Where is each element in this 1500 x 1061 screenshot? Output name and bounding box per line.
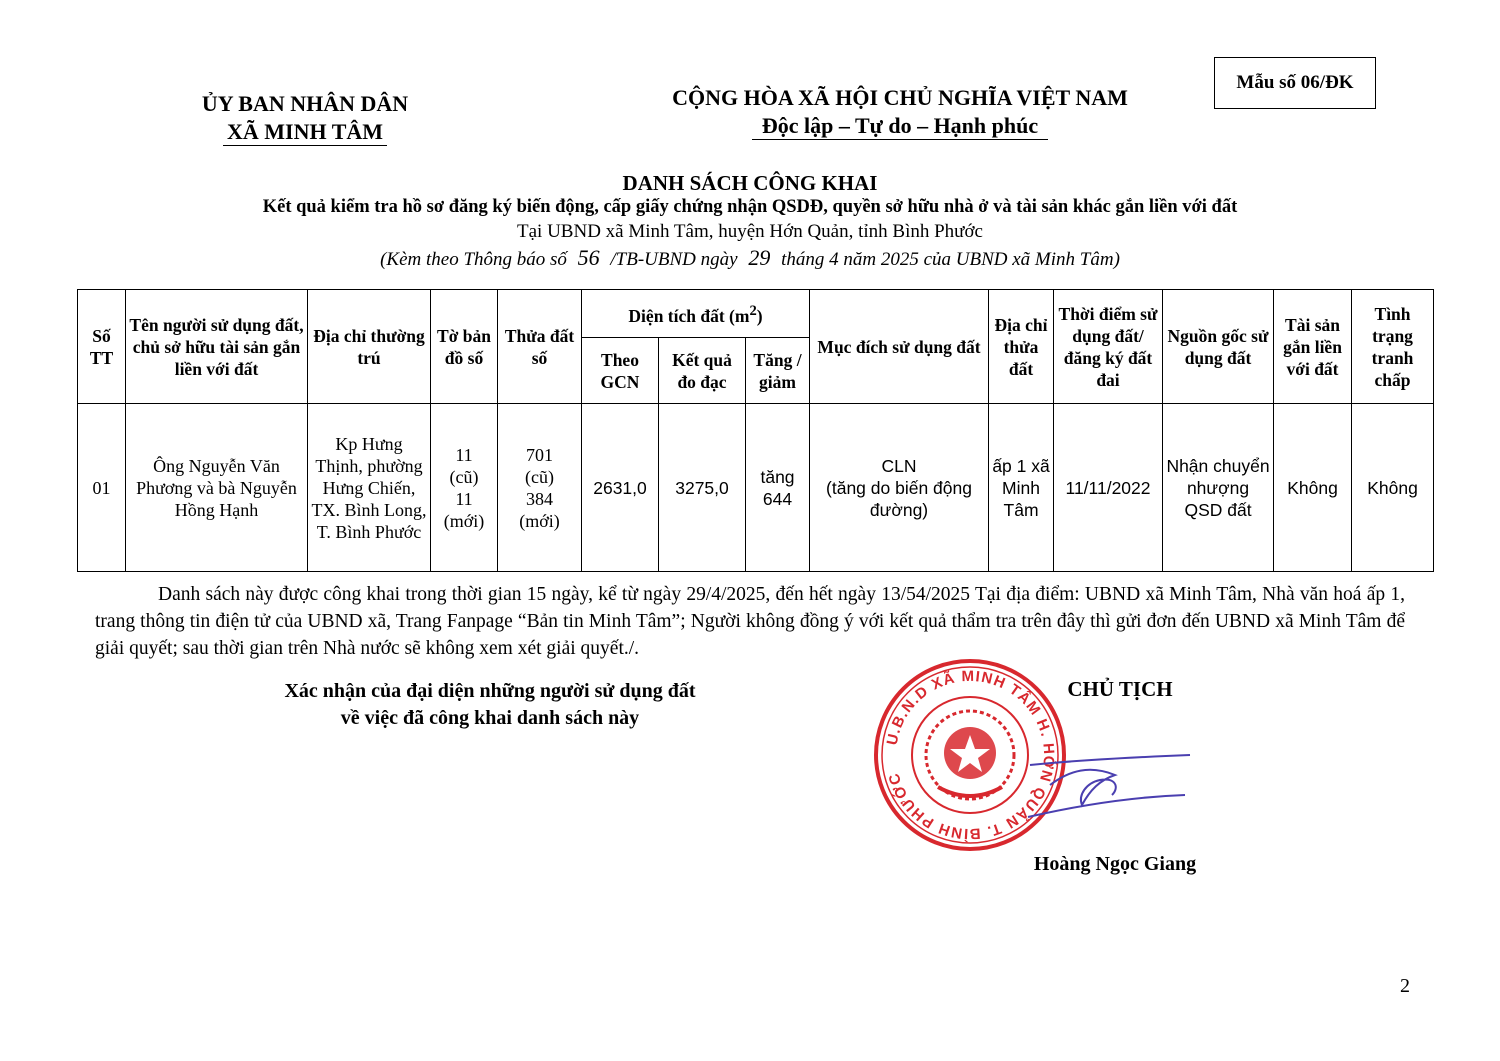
header-map-sheet: Tờ bản đồ số (431, 290, 498, 404)
reference-day: 29 (748, 245, 771, 270)
cell-area-change: tăng 644 (746, 404, 810, 572)
reference-middle: /TB-UBND ngày (610, 249, 738, 270)
seal-text: U.B.N.D XÃ MINH TÂM H. HỚN QUẢN T. BÌNH PHƯỚC (883, 667, 1058, 843)
cell-origin: Nhận chuyển nhượng QSD đất (1163, 404, 1274, 572)
confirm-line1: Xác nhận của đại diện những người sử dụng đất (284, 680, 696, 702)
signature-icon (1020, 735, 1200, 825)
cell-parcel: 701 (cũ) 384 (mới) (498, 404, 582, 572)
nation-line1: CỘNG HÒA XÃ HỘI CHỦ NGHĨA VIỆT NAM (672, 85, 1128, 110)
cell-area-measured: 3275,0 (659, 404, 746, 572)
document-reference (80, 245, 1420, 271)
national-header (600, 84, 1200, 140)
confirm-line2: về việc đã công khai danh sách này (340, 707, 640, 729)
publication-notice: Danh sách này được công khai trong thời gian 15 ngày, kể từ ngày 29/4/2025, đến hết ngày 13/54/2025 Tại địa điểm: UBND xã Minh Tâm, Nhà văn hoá ấp 1, trang thông tin điện tử của UBND xã, Trang Fanpage “Bản tin Minh Tâm”; Người không đồng ý với kết quả thẩm tra trên đây thì gửi đơn đến UBND xã Minh Tâm để giải quyết; sau thời gian trên Nhà nước sẽ không xem xét giải quyết./. (95, 584, 1405, 659)
cell-area-gcn: 2631,0 (582, 404, 659, 572)
nation-motto: Độc lập – Tự do – Hạnh phúc (752, 113, 1048, 140)
issuing-agency (150, 90, 460, 146)
header-area-gcn: Theo GCN (582, 338, 659, 404)
land-registration-table (77, 289, 1434, 572)
header-area-change: Tăng / giảm (746, 338, 810, 404)
cell-registration-time: 11/11/2022 (1054, 404, 1163, 572)
header-address: Địa chỉ thường trú (308, 290, 431, 404)
document-title: DANH SÁCH CÔNG KHAI (622, 171, 878, 195)
header-purpose: Mục đích sử dụng đất (810, 290, 989, 404)
header-area-measured: Kết quả đo đạc (659, 338, 746, 404)
cell-map-sheet: 11 (cũ) 11 (mới) (431, 404, 498, 572)
header-attached-assets: Tài sản gắn liền với đất (1274, 290, 1352, 404)
form-code-box: Mẫu số 06/ĐK (1214, 57, 1376, 109)
chairman-title: CHỦ TỊCH (1067, 677, 1173, 701)
cell-land-address: ấp 1 xã Minh Tâm (989, 404, 1054, 572)
header-name: Tên người sử dụng đất, chủ sở hữu tài sản gắn liền với đất (126, 290, 308, 404)
document-location: Tại UBND xã Minh Tâm, huyện Hớn Quản, tỉnh Bình Phước (517, 221, 983, 242)
cell-address: Kp Hưng Thịnh, phường Hưng Chiến, TX. Bình Long, T. Bình Phước (308, 404, 431, 572)
header-area-text: Diện tích đất (m (628, 305, 750, 326)
page-number: 2 (1400, 975, 1410, 997)
reference-prefix: (Kèm theo Thông báo số (380, 249, 567, 270)
header-origin: Nguồn gốc sử dụng đất (1163, 290, 1274, 404)
agency-line1: ỦY BAN NHÂN DÂN (201, 91, 409, 116)
table-row (78, 404, 1434, 572)
header-area-close: ) (756, 305, 763, 326)
header-dispute: Tình trạng tranh chấp (1352, 290, 1434, 404)
header-land-address: Địa chỉ thửa đất (989, 290, 1054, 404)
document-subtitle: Kết quả kiểm tra hồ sơ đăng ký biến động, cấp giấy chứng nhận QSDĐ, quyền sở hữu nhà ở và tài sản khác gắn liền với đất (262, 197, 1238, 217)
header-area-group (582, 290, 810, 338)
reference-suffix: tháng 4 năm 2025 của UBND xã Minh Tâm) (781, 249, 1120, 270)
cell-purpose: CLN (tăng do biến động đường) (810, 404, 989, 572)
header-parcel: Thửa đất số (498, 290, 582, 404)
representative-confirmation (210, 678, 770, 732)
cell-stt: 01 (78, 404, 126, 572)
header-area-sup: 2 (749, 303, 757, 320)
cell-dispute: Không (1352, 404, 1434, 572)
chairman-name: Hoàng Ngọc Giang (1033, 853, 1197, 875)
reference-number: 56 (577, 245, 600, 270)
agency-line2: XÃ MINH TÂM (223, 119, 387, 146)
cell-name: Ông Nguyễn Văn Phương và bà Nguyễn Hồng Hạnh (126, 404, 308, 572)
header-stt: Số TT (78, 290, 126, 404)
cell-attached-assets: Không (1274, 404, 1352, 572)
header-registration-time: Thời điểm sử dụng đất/đăng ký đất đai (1054, 290, 1163, 404)
